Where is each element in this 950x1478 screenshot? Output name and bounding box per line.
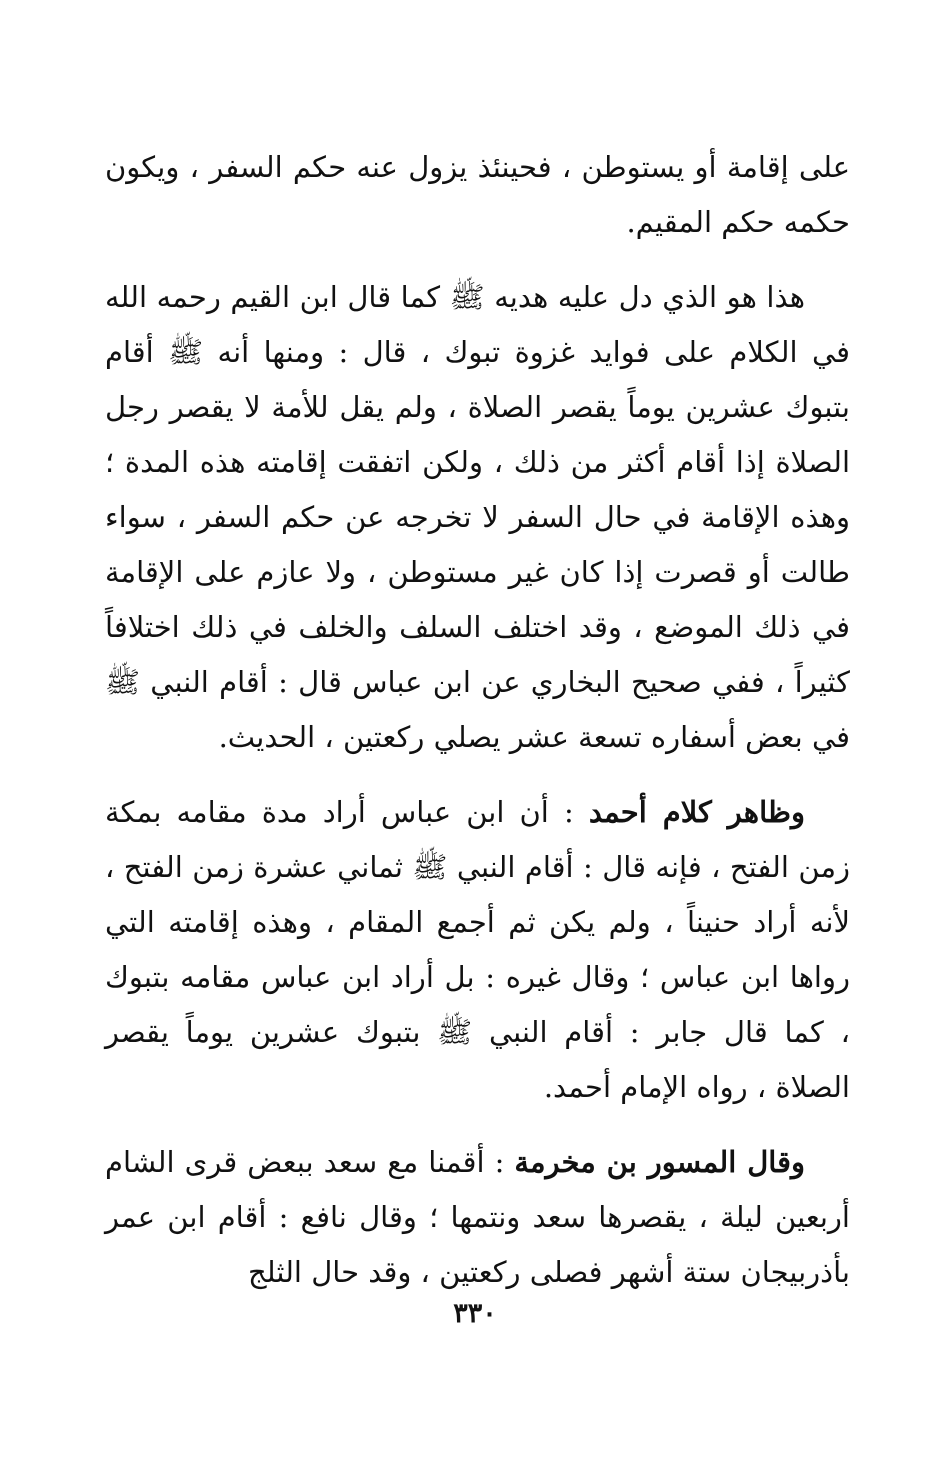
paragraph-1-text: على إقامة أو يستوطن ، فحينئذ يزول عنه حكم السفر ، ويكون حكمه حكم المقيم. bbox=[105, 150, 850, 239]
paragraph-2-text: هذا هو الذي دل عليه هديه ﷺ كما قال ابن القيم رحمه الله في الكلام على فوايد غزوة تبوك ، قال : ومنها أنه ﷺ أقام بتبوك عشرين يوماً يقصر الصلاة ، ولم يقل للأمة لا يقصر رجل الصلاة إذا أقام أكثر من ذلك ، ولكن اتفقت إقامته هذه المدة ؛ وهذه الإقامة في حال السفر لا تخرجه عن حكم السفر ، سواء طالت أو قصرت إذا كان غير مستوطن ، ولا عازم على الإقامة في ذلك الموضع ، وقد اختلف السلف والخلف في ذلك اختلافاً كثيراً ، ففي صحيح البخاري عن ابن عباس قال : أقام النبي ﷺ في بعض أسفاره تسعة عشر يصلي ركعتين ، الحديث. bbox=[105, 280, 850, 754]
page-number: ٣٣٠ bbox=[453, 1298, 497, 1329]
page-body bbox=[105, 140, 850, 1340]
paragraph-4 bbox=[105, 1135, 850, 1300]
paragraph-3-text: : أن ابن عباس أراد مدة مقامه بمكة زمن الفتح ، فإنه قال : أقام النبي ﷺ ثماني عشرة زمن الفتح ، لأنه أراد حنيناً ، ولم يكن ثم أجمع المقام ، وهذه إقامته التي رواها ابن عباس ؛ وقال غيره : بل أراد ابن عباس مقامه بتبوك ، كما قال جابر : أقام النبي ﷺ بتبوك عشرين يوماً يقصر الصلاة ، رواه الإمام أحمد. bbox=[105, 795, 850, 1104]
paragraph-3-lead: وظاهر كلام أحمد bbox=[588, 795, 805, 829]
paragraph-3 bbox=[105, 785, 850, 1115]
paragraph-2 bbox=[105, 270, 850, 765]
paragraph-4-text: : أقمنا مع سعد ببعض قرى الشام أربعين ليلة ، يقصرها سعد ونتمها ؛ وقال نافع : أقام ابن عمر بأذربيجان ستة أشهر فصلى ركعتين ، وقد حال الثلج bbox=[105, 1145, 850, 1289]
paragraph-4-lead: وقال المسور بن مخرمة bbox=[514, 1145, 805, 1179]
paragraph-1 bbox=[105, 140, 850, 250]
